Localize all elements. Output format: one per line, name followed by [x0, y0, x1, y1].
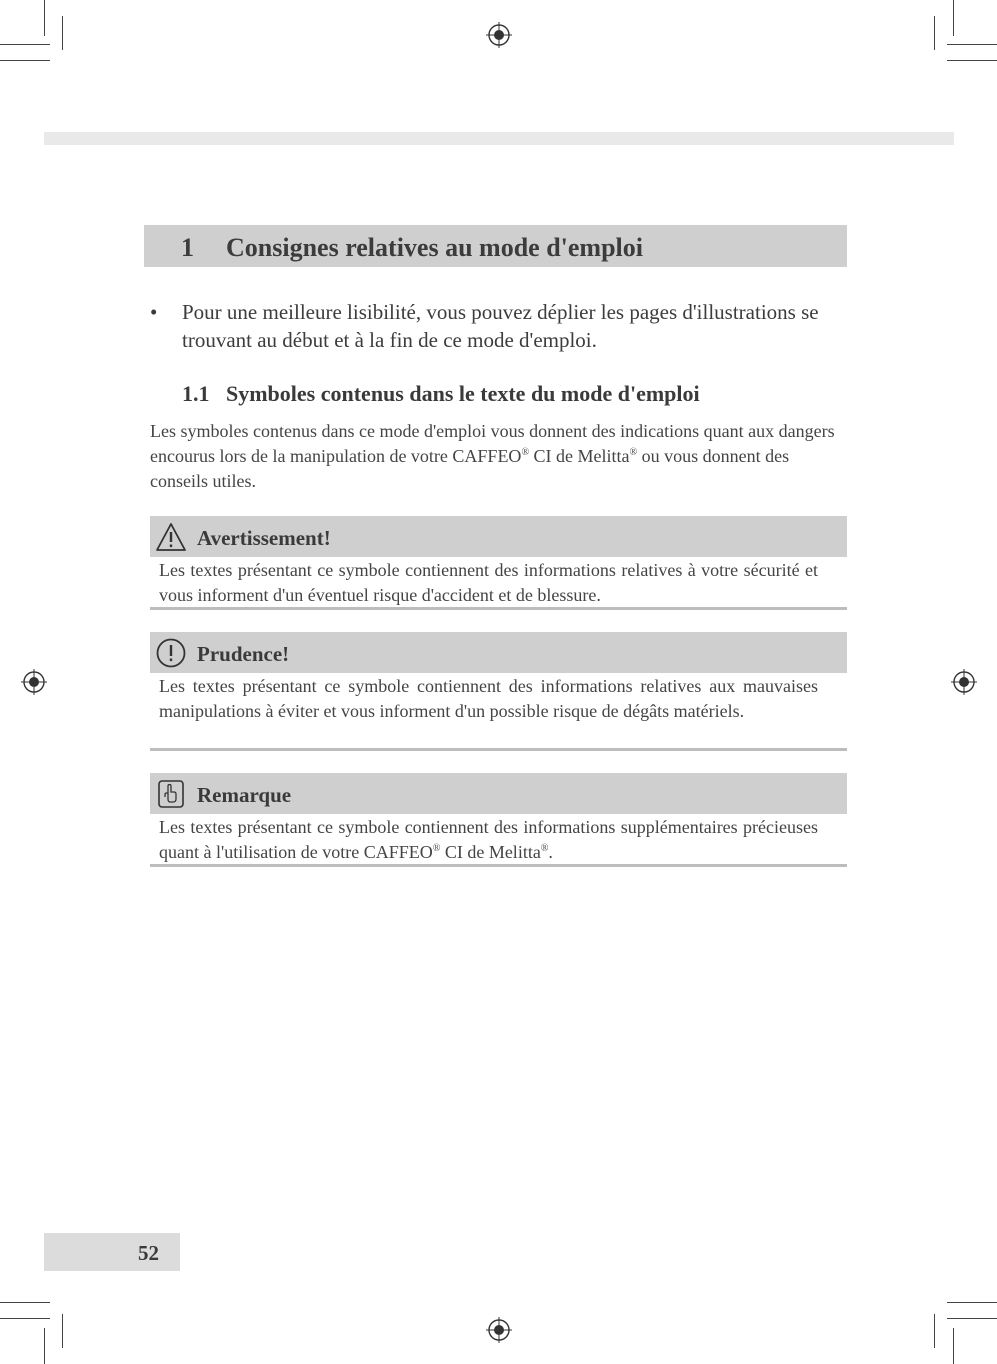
intro-paragraph: [150, 419, 840, 494]
intro-text: CI de Melitta: [529, 446, 630, 466]
caution-box: [150, 632, 847, 753]
warning-triangle-icon: [155, 521, 187, 553]
caution-text: Les textes présentant ce symbole contiennent des informations relatives aux mauvaises manipulations à éviter et vous informent d'un possible risque de dégâts matériels.: [159, 676, 818, 721]
note-box: [150, 773, 847, 869]
caution-title: Prudence!: [197, 642, 290, 666]
subsection-number: 1.1: [182, 381, 210, 406]
warning-text: Les textes présentant ce symbole contiennent des informations relatives à votre sécurité et vous informent d'un éventuel risque d'accident et de blessure.: [159, 560, 818, 605]
bullet-marker: •: [150, 300, 158, 324]
registration-mark-icon: [486, 22, 512, 48]
registration-mark-icon: [951, 669, 977, 695]
registered-mark: ®: [629, 447, 638, 458]
page-number-tab: [44, 1233, 180, 1271]
warning-rule: [150, 607, 847, 610]
note-title: Remarque: [197, 783, 292, 807]
note-text-part: .: [548, 842, 553, 862]
subsection-title: Symboles contenus dans le texte du mode d'emploi: [226, 381, 700, 406]
warning-header: [150, 516, 847, 557]
registered-mark: ®: [432, 843, 441, 854]
section-number: 1: [181, 233, 194, 262]
exclamation-circle-icon: [155, 637, 187, 669]
warning-title: Avertissement!: [197, 526, 331, 550]
registration-mark-icon: [21, 669, 47, 695]
note-text-part: Les textes présentant ce symbole contiennent des informations supplémentaires précieuses quant à l'utilisation de votre CAFFEO: [159, 817, 818, 862]
caution-header: [150, 632, 847, 673]
warning-box: [150, 516, 847, 612]
pointing-hand-icon: [155, 778, 187, 810]
note-text-part: CI de Melitta: [440, 842, 541, 862]
registered-mark: ®: [540, 843, 549, 854]
section-title: Consignes relatives au mode d'emploi: [226, 233, 643, 262]
bullet-text: Pour une meilleure lisibilité, vous pouvez déplier les pages d'illustrations se trouvant au début et à la fin de ce mode d'emploi.: [182, 300, 819, 352]
registration-mark-icon: [486, 1317, 512, 1343]
registered-mark: ®: [521, 447, 530, 458]
note-header: [150, 773, 847, 814]
page-number: 52: [138, 1241, 159, 1265]
intro-text: ou vous donnent des conseils utiles.: [150, 446, 790, 491]
caution-rule: [150, 748, 847, 751]
section-heading: [144, 225, 847, 267]
note-text: [159, 815, 818, 865]
note-rule: [150, 864, 847, 867]
intro-text: Les symboles contenus dans ce mode d'emploi vous donnent des indications quant aux dangers encourus lors de la manipulation de votre CAFFEO: [150, 421, 835, 466]
header-band: [44, 132, 954, 145]
